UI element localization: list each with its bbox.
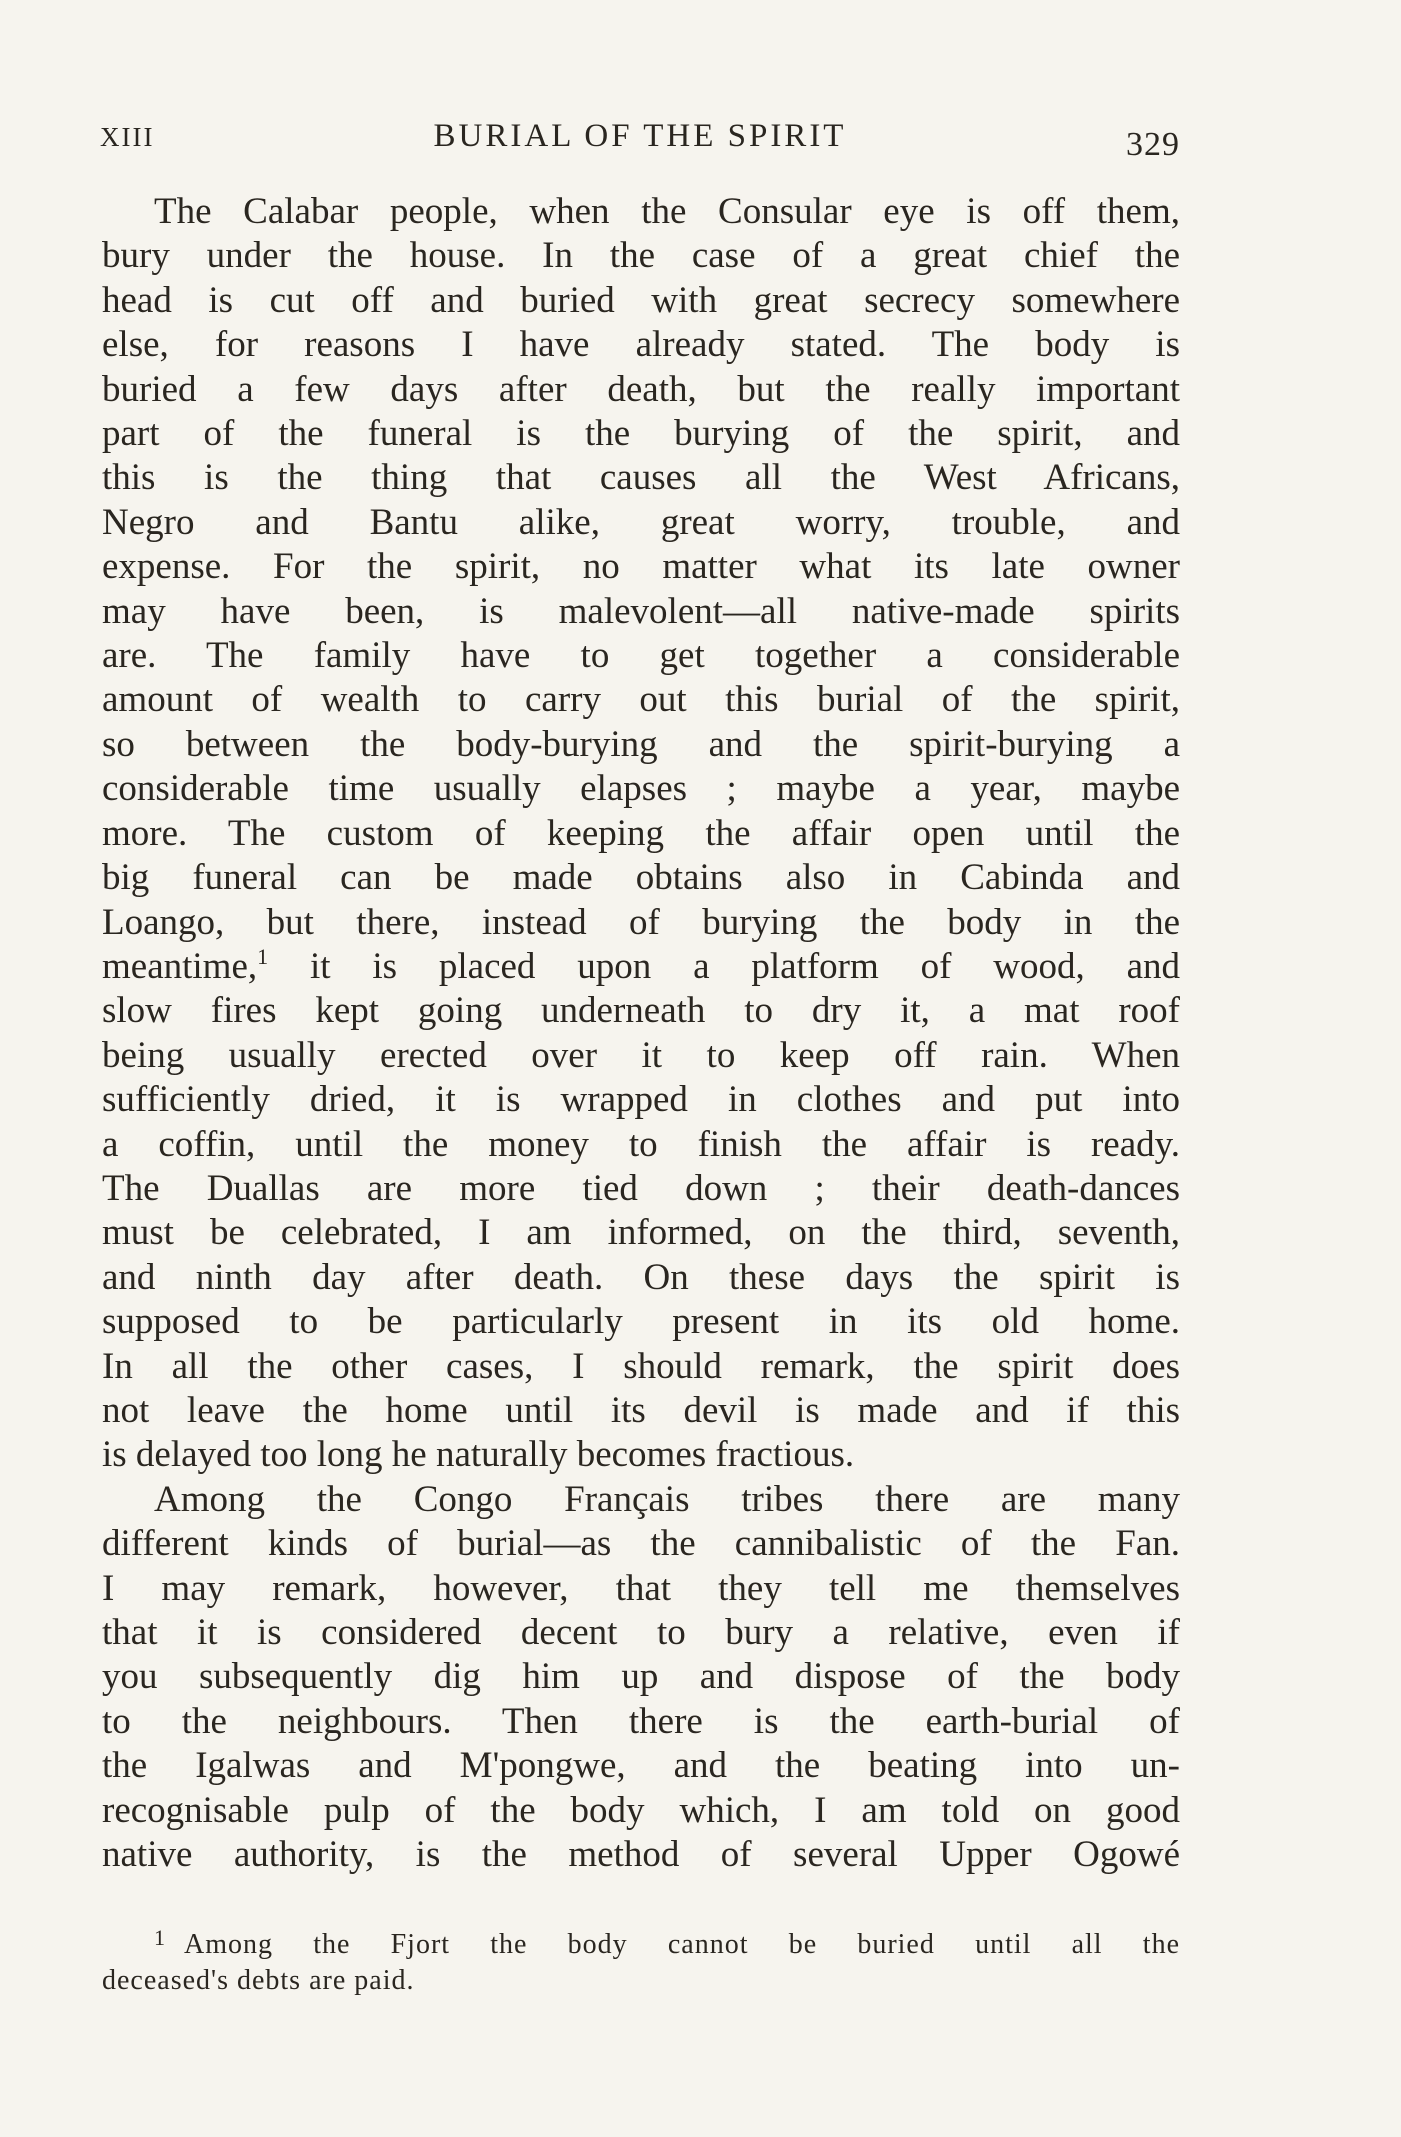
text-line: expense. For the spirit, no matter what its late owner xyxy=(102,546,1180,588)
line-text-after: it is placed upon a platform of wood, and xyxy=(268,945,1180,987)
footnote-marker: 1 xyxy=(154,1925,166,1950)
page-number: 329 xyxy=(1126,126,1180,163)
text-line: bury under the house. In the case of a great chief the xyxy=(102,235,1180,277)
body-text xyxy=(102,190,1180,1877)
paragraph-2 xyxy=(102,1478,1180,1878)
text-line: buried a few days after death, but the really important xyxy=(102,368,1180,410)
text-line: are. The family have to get together a considerable xyxy=(102,635,1180,677)
footnote-text: Among the Fjort the body cannot be buried until all the xyxy=(184,1929,1180,1960)
text-line: to the neighbours. Then there is the earth-burial of xyxy=(102,1700,1180,1742)
text-line: the Igalwas and M'pongwe, and the beating into un- xyxy=(102,1745,1180,1787)
text-line: may have been, is malevolent—all native-made spirits xyxy=(102,590,1180,632)
text-line: Negro and Bantu alike, great worry, trouble, and xyxy=(102,501,1180,543)
running-head xyxy=(100,118,1180,168)
text-line: Among the Congo Français tribes there are many xyxy=(154,1478,1180,1520)
text-line: Loango, but there, instead of burying the body in the xyxy=(102,901,1180,943)
text-line: a coffin, until the money to finish the affair is ready. xyxy=(102,1123,1180,1165)
text-line: else, for reasons I have already stated. The body is xyxy=(102,324,1180,366)
text-line: you subsequently dig him up and dispose of the body xyxy=(102,1656,1180,1698)
text-line: The Duallas are more tied down ; their death-dances xyxy=(102,1167,1180,1209)
text-line: slow fires kept going underneath to dry it, a mat roof xyxy=(102,990,1180,1032)
text-line: amount of wealth to carry out this burial of the spirit, xyxy=(102,679,1180,721)
text-line: more. The custom of keeping the affair open until the xyxy=(102,812,1180,854)
text-line: this is the thing that causes all the West Africans, xyxy=(102,457,1180,499)
text-line: sufficiently dried, it is wrapped in clothes and put into xyxy=(102,1079,1180,1121)
text-line: that it is considered decent to bury a relative, even if xyxy=(102,1612,1180,1653)
paragraph-1 xyxy=(102,190,1180,1478)
text-line: head is cut off and buried with great secrecy somewhere xyxy=(102,279,1180,321)
footnote-1-line-2: deceased's debts are paid. xyxy=(102,1965,415,1996)
text-line: part of the funeral is the burying of the spirit, and xyxy=(102,413,1180,455)
text-line: is delayed too long he naturally becomes fractious. xyxy=(102,1434,855,1476)
text-line: The Calabar people, when the Consular eye is off them, xyxy=(154,191,1180,232)
footnote-reference: 1 xyxy=(257,943,269,969)
line-text-before: meantime, xyxy=(102,945,258,987)
text-line: so between the body-burying and the spirit-burying a xyxy=(102,723,1180,765)
text-line: native authority, is the method of several Upper Ogowé xyxy=(102,1834,1180,1876)
text-line: being usually erected over it to keep off rain. When xyxy=(102,1034,1180,1076)
footnote-1-line-1 xyxy=(102,1920,1180,1963)
running-title: BURIAL OF THE SPIRIT xyxy=(433,118,847,154)
text-line: and ninth day after death. On these days the spirit is xyxy=(102,1256,1180,1298)
text-line: big funeral can be made obtains also in Cabinda and xyxy=(102,857,1180,899)
footnotes xyxy=(102,1920,1180,1999)
text-line: considerable time usually elapses ; maybe a year, maybe xyxy=(102,768,1180,810)
text-line: I may remark, however, that they tell me themselves xyxy=(102,1567,1180,1609)
text-line: must be celebrated, I am informed, on the third, seventh, xyxy=(102,1212,1180,1254)
text-line: supposed to be particularly present in its old home. xyxy=(102,1301,1180,1343)
text-line-with-footnote-ref xyxy=(102,945,1180,989)
text-line: In all the other cases, I should remark, the spirit does xyxy=(102,1345,1180,1387)
text-line: recognisable pulp of the body which, I am told on good xyxy=(102,1789,1180,1831)
text-line: different kinds of burial—as the cannibalistic of the Fan. xyxy=(102,1523,1180,1565)
chapter-number: XIII xyxy=(100,122,155,152)
text-line: not leave the home until its devil is made and if this xyxy=(102,1389,1180,1431)
